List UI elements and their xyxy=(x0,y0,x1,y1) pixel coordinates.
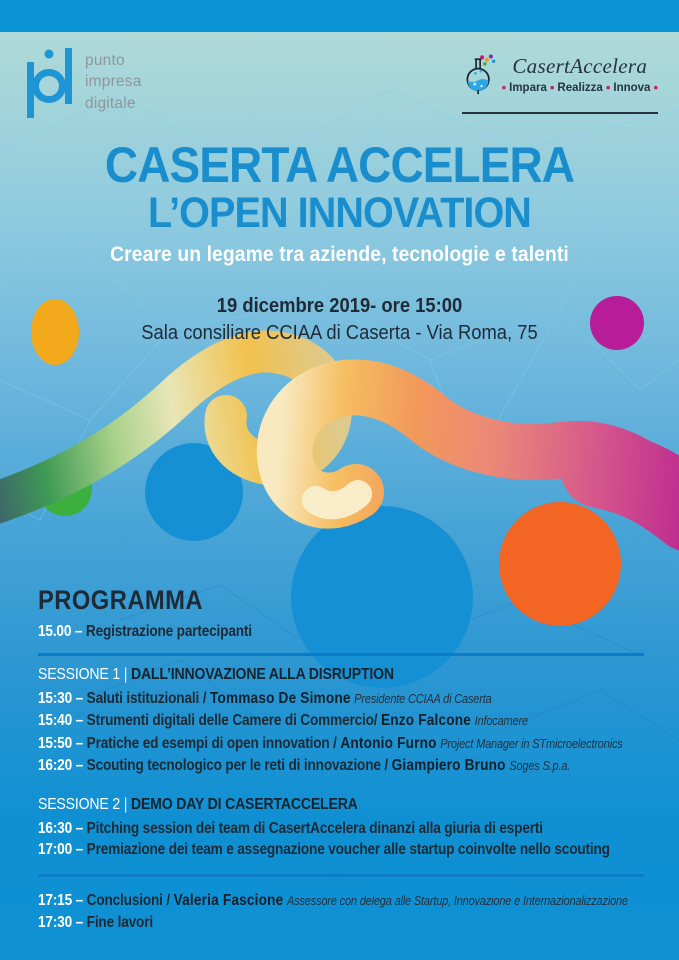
time-label: 15:30 xyxy=(38,689,73,707)
speaker-role: Assessore con delega alle Startup, Innovazione e Internazionalizzazione xyxy=(286,893,628,908)
event-title-line2: L’OPEN INNOVATION xyxy=(148,189,531,237)
row-text: Registrazione partecipanti xyxy=(85,623,252,640)
speaker-name: Enzo Falcone xyxy=(380,712,472,729)
speaker-name: Tommaso De Simone xyxy=(209,689,351,707)
row-text: Premiazione dei team e assegnazione voucher alle startup coinvolte nello scouting xyxy=(86,841,610,858)
session-separator: | xyxy=(123,795,128,813)
casertaccelera-logo xyxy=(462,42,658,114)
hero-section xyxy=(0,137,679,345)
row-text: Fine lavori xyxy=(86,914,153,931)
speaker-role: Soges S.p.a. xyxy=(509,759,571,773)
program-row xyxy=(38,839,610,861)
event-subtitle: Creare un legame tra aziende, tecnologie e talenti xyxy=(110,243,569,266)
time-label: 17:15 xyxy=(38,891,73,909)
session2-header xyxy=(38,795,575,815)
speaker-role: Infocamere xyxy=(474,714,528,728)
program-row xyxy=(38,818,575,840)
time-label: 15:40 xyxy=(38,712,73,729)
time-label: 16:30 xyxy=(38,819,73,837)
casertaccelera-tagline xyxy=(502,81,658,94)
time-label: 17:00 xyxy=(38,841,73,858)
tagline-word-3: Innova xyxy=(613,81,651,94)
session-title: DALL’INNOVAZIONE ALLA DISRUPTION xyxy=(130,665,394,683)
pid-word-3: digitale xyxy=(85,94,136,112)
tagline-word-2: Realizza xyxy=(557,81,603,94)
dash: – xyxy=(75,914,84,931)
speaker-name: Valeria Fascione xyxy=(173,891,284,909)
event-title-line1: CASERTA ACCELERA xyxy=(104,137,575,193)
row-text: Scouting tecnologico per le reti di innovazione / xyxy=(86,757,389,774)
pid-mark-icon xyxy=(27,48,73,118)
orange-pink-ribbon xyxy=(285,387,679,512)
tagline-dot: • xyxy=(653,80,658,95)
event-date: 19 dicembre 2019- ore 15:00 xyxy=(216,295,463,317)
tagline-dot: • xyxy=(549,80,555,95)
tagline-dot: • xyxy=(605,80,611,95)
punto-impresa-digitale-logo xyxy=(27,48,142,118)
tagline-word-1: Impara xyxy=(509,81,547,94)
program-section xyxy=(38,585,648,934)
program-row-conclusions xyxy=(38,890,628,913)
program-row xyxy=(38,755,575,778)
casertaccelera-text-block xyxy=(502,54,658,94)
session-title: DEMO DAY DI CASERTACCELERA xyxy=(130,795,358,813)
dash: – xyxy=(75,841,84,858)
divider-line xyxy=(38,653,644,656)
speaker-name: Antonio Furno xyxy=(340,734,437,752)
event-venue: Sala consiliare CCIAA di Caserta - Via Roma, 75 xyxy=(141,322,538,344)
session-label: SESSIONE 1 xyxy=(38,665,120,683)
pid-word-2: impresa xyxy=(85,73,142,91)
row-text: Pratiche ed esempi di open innovation / xyxy=(86,734,337,752)
dash: – xyxy=(75,689,84,707)
session-label: SESSIONE 2 xyxy=(38,795,120,813)
row-text: Strumenti digitali delle Camere di Commercio/ xyxy=(86,712,378,729)
program-row-end xyxy=(38,912,575,934)
dash: – xyxy=(75,734,84,752)
session1-header xyxy=(38,665,575,685)
time-label: 15.00 xyxy=(38,623,72,640)
speaker-name: Giampiero Bruno xyxy=(391,757,506,774)
program-row xyxy=(38,733,623,756)
program-heading: PROGRAMMA xyxy=(38,585,203,615)
row-text: Pitching session dei team di CasertAccelera dinanzi alla giuria di esperti xyxy=(86,819,543,837)
divider-line xyxy=(38,874,644,877)
casertaccelera-name: CasertAccelera xyxy=(512,54,648,78)
time-label: 16:20 xyxy=(38,757,73,774)
pid-word-1: punto xyxy=(85,52,125,69)
top-blue-bar xyxy=(0,0,679,32)
time-label: 17:30 xyxy=(38,914,73,931)
session-separator: | xyxy=(123,665,128,683)
row-text: Conclusioni / xyxy=(86,891,171,909)
dash: – xyxy=(75,891,84,909)
speaker-role: Project Manager in STmicroelectronics xyxy=(440,736,623,751)
flask-icon xyxy=(462,42,496,106)
program-row-registration xyxy=(38,621,575,643)
row-text: Saluti istituzionali / xyxy=(86,689,207,707)
tagline-dot: • xyxy=(501,80,507,95)
program-row xyxy=(38,710,575,733)
speaker-role: Presidente CCIAA di Caserta xyxy=(354,691,492,706)
dash: – xyxy=(75,757,84,774)
pid-logo-text xyxy=(85,50,142,114)
dash: – xyxy=(75,712,84,729)
dash: – xyxy=(74,623,83,640)
program-row xyxy=(38,688,575,711)
time-label: 15:50 xyxy=(38,734,73,752)
dash: – xyxy=(75,819,84,837)
